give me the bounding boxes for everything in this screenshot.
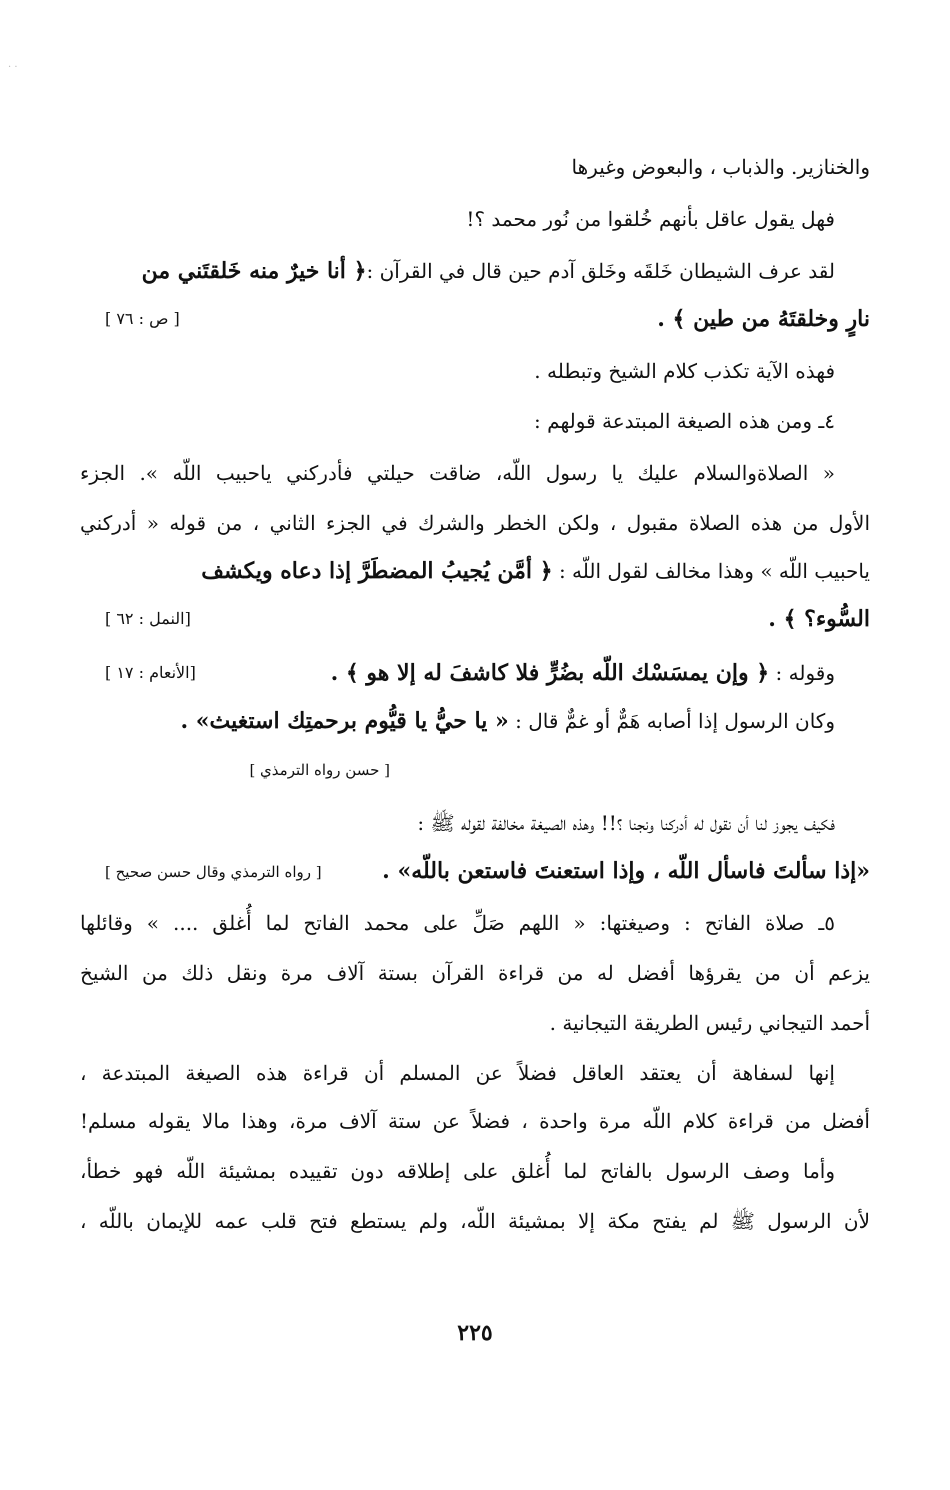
text-line <box>80 556 870 586</box>
text-line: فكيف يجوز لنا أن نقول له أدركنا ونجنا ؟!! وهذه الصيغة مخالفة لقوله ﷺ : <box>417 811 835 835</box>
text-line: يزعم أن من يقرؤها أفضل له من قراءة القرآن بستة آلاف مرة ونقل ذلك من الشيخ <box>80 961 870 985</box>
text-line: لأن الرسول ﷺ لم يفتح مكة إلا بمشيئة اللّه، ولم يستطع فتح قلب عمه للإيمان باللّه ، <box>80 1209 870 1233</box>
quran-verse: نارٍ وخلقتَهُ من طين ﴾ . <box>657 306 870 332</box>
quran-verse: ﴿ أمَّن يُجيبُ المضطَرَّ إذا دعاه ويكشف <box>201 558 553 584</box>
scan-mark: · · <box>8 62 18 73</box>
quran-verse: السُّوء؟ ﴾ . <box>768 606 870 632</box>
page-number: ٢٢٥ <box>457 1320 493 1346</box>
quran-verse: ﴿ أنا خيرٌ منه خَلقتَني من <box>141 258 367 284</box>
text-line <box>80 604 870 634</box>
text-line: وأما وصف الرسول بالفاتح لما أُغلق على إطلاقه دون تقييده بمشيئة اللّه فهو خطأ، <box>80 1159 835 1183</box>
quran-verse: ﴿ وإن يمسَسْك اللّه بضُرٍّ فلا كاشفَ له إلا هو ﴾ . <box>330 660 770 686</box>
citation: [ حسن رواه الترمذي ] <box>249 761 390 779</box>
citation: [ ص : ٧٦ ] <box>105 309 180 328</box>
text-segment: ياحبيب اللّه » وهذا مخالف لقول اللّه : <box>558 559 870 583</box>
text-line: فهل يقول عاقل بأنهم خُلقوا من نُور محمد ؟! <box>466 207 835 231</box>
text-segment: وكان الرسول إذا أصابه هَمٌّ أو غمٌّ قال : <box>515 709 835 733</box>
text-line: إنها لسفاهة أن يعتقد العاقل فضلاً عن المسلم أن قراءة هذه الصيغة المبتدعة ، <box>80 1061 835 1085</box>
text-line: فهذه الآية تكذب كلام الشيخ وتبطله . <box>534 359 835 383</box>
text-line <box>80 706 835 736</box>
citation: [النمل : ٦٢ ] <box>105 609 191 628</box>
text-line: أحمد التيجاني رئيس الطريقة التيجانية . <box>549 1011 870 1035</box>
citation: [الأنعام : ١٧ ] <box>105 663 196 682</box>
text-line <box>80 256 835 286</box>
text-segment: لقد عرف الشيطان خَلقَه وخَلق آدم حين قال في القرآن : <box>366 259 835 283</box>
text-line: « الصلاةوالسلام عليك يا رسول اللّه، ضاقت حيلتي فأدركني ياحبيب اللّه ». الجزء <box>80 461 835 485</box>
hadith-quote: «إذا سألتَ فاسأل اللّه ، وإذا استعنتَ فاستعن باللّه» . <box>382 858 870 884</box>
text-line: ٥ـ صلاة الفاتح : وصيغتها: « اللهم صَلِّ على محمد الفاتح لما أُغلق .... » وقائلها <box>80 911 835 935</box>
text-line: أفضل من قراءة كلام اللّه مرة واحدة ، فضلاً عن ستة آلاف مرة، وهذا مالا يقوله مسلم! <box>80 1109 870 1133</box>
text-line: ٤ـ ومن هذه الصيغة المبتدعة قولهم : <box>534 409 835 433</box>
text-line <box>80 304 870 334</box>
text-line: الأول من هذه الصلاة مقبول ، ولكن الخطر والشرك في الجزء الثاني ، من قوله « أدركني <box>80 511 870 535</box>
text-line: والخنازير. والذباب ، والبعوض وغيرها <box>571 155 870 179</box>
text-segment: وقوله : <box>775 661 835 685</box>
citation: [ رواه الترمذي وقال حسن صحيح ] <box>105 863 322 881</box>
hadith-quote: « يا حيُّ يا قيُّوم برحمتِك استغيث» . <box>180 708 509 734</box>
